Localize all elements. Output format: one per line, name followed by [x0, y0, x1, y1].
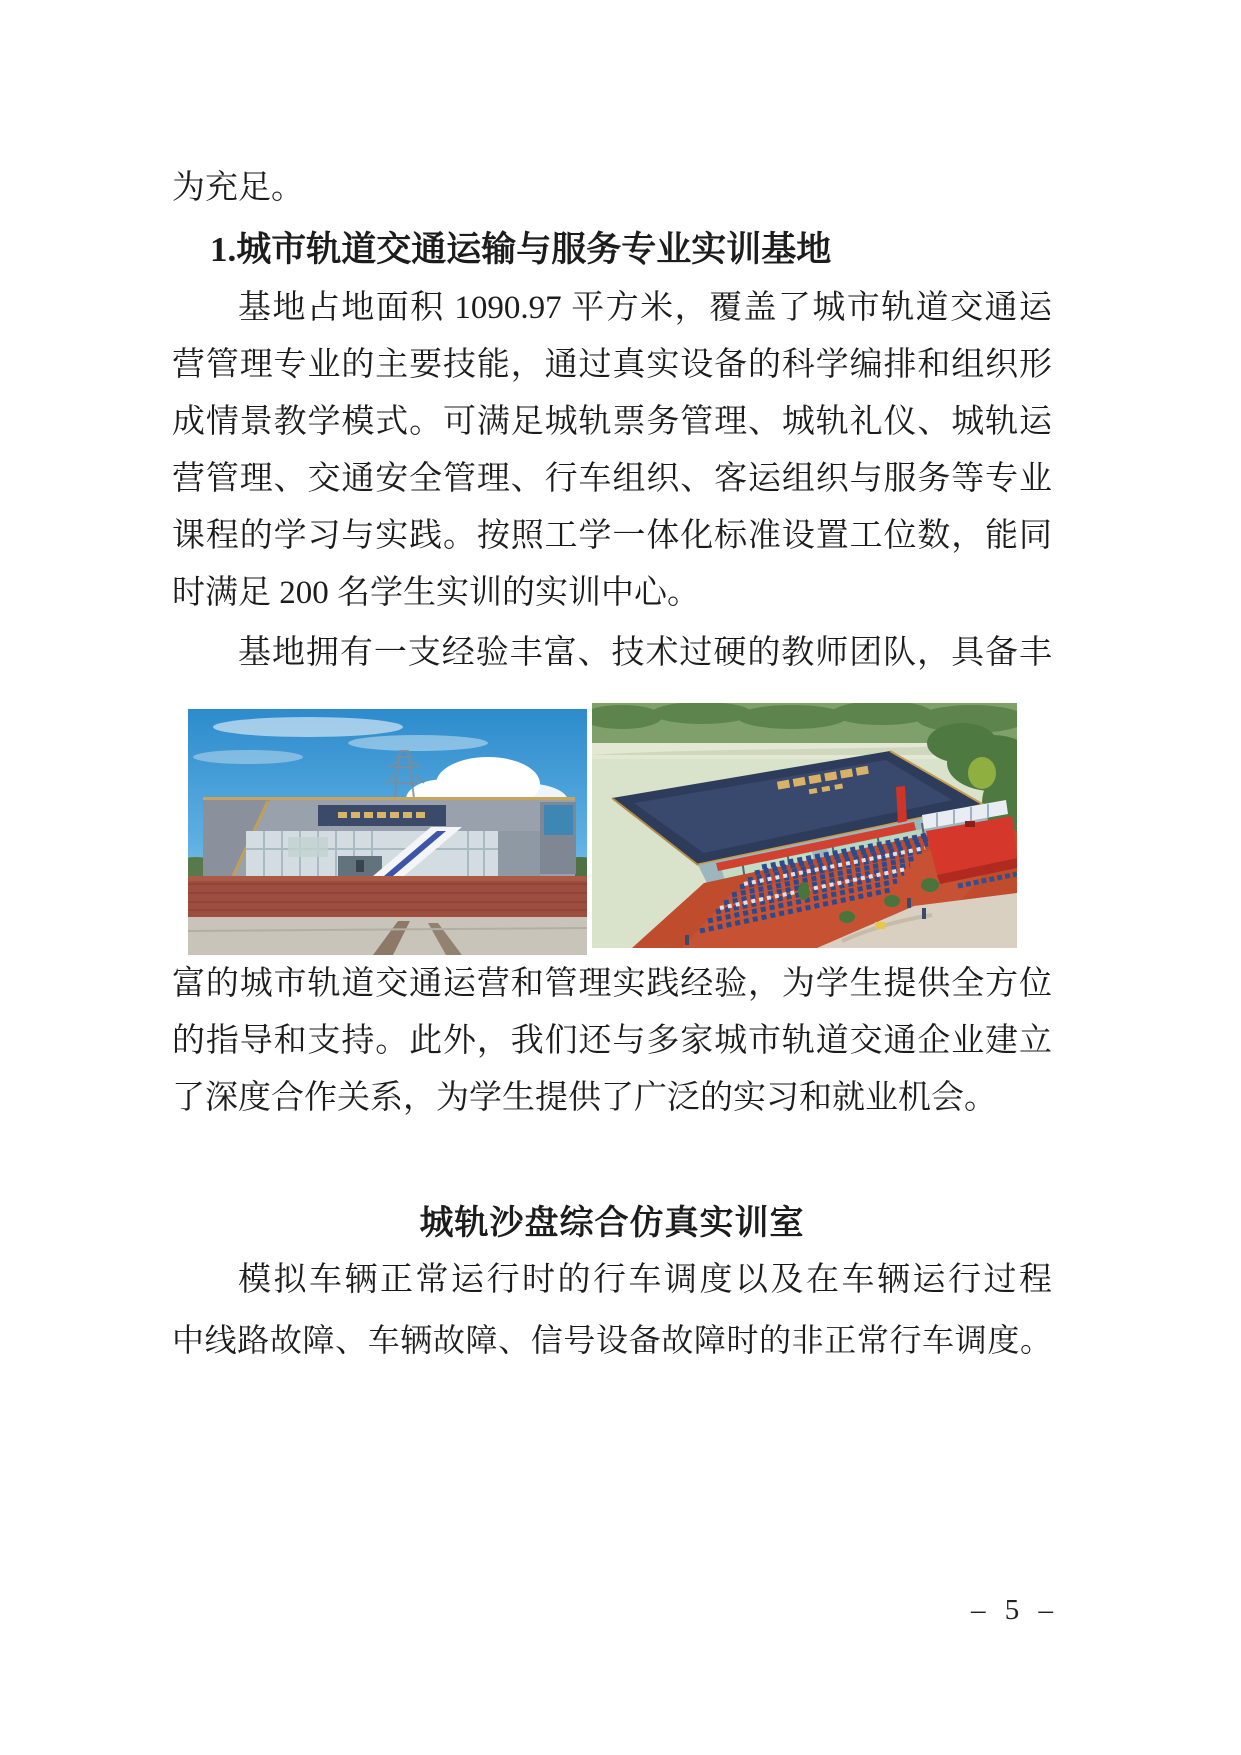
section2-heading: 城轨沙盘综合仿真实训室: [419, 1204, 805, 1242]
para1-line: 成情景教学模式。可满足城轨票务管理、城轨礼仪、城轨运: [172, 404, 1052, 440]
ceremony-aerial-illustration: [592, 703, 1017, 948]
building: [203, 797, 576, 876]
para2-line: 富的城市轨道交通运营和管理实践经验，为学生提供全方位: [172, 966, 1052, 1002]
para3-line: 模拟车辆正常运行时的行车调度以及在车辆运行过程: [238, 1262, 1052, 1298]
intro-line: 为充足。: [172, 170, 304, 206]
para2-line: 了深度合作关系，为学生提供了广泛的实习和就业机会。: [172, 1080, 997, 1116]
photo-training-base-building: [188, 709, 587, 955]
section1-heading: 1.城市轨道交通运输与服务专业实训基地: [210, 230, 832, 269]
photo-ceremony-aerial: [592, 703, 1017, 948]
page-number: – 5 –: [971, 1594, 1059, 1626]
building-exterior-illustration: [188, 709, 587, 955]
para3-line: 中线路故障、车辆故障、信号设备故障时的非正常行车调度。: [172, 1322, 1052, 1358]
para1-line: 课程的学习与实践。按照工学一体化标准设置工位数，能同: [172, 518, 1052, 554]
para1-line: 时满足 200 名学生实训的实训中心。: [172, 575, 700, 611]
para2-line: 的指导和支持。此外，我们还与多家城市轨道交通企业建立: [172, 1023, 1052, 1059]
para1-line: 营管理专业的主要技能，通过真实设备的科学编排和组织形: [172, 347, 1052, 383]
para2-line: 基地拥有一支经验丰富、技术过硬的教师团队，具备丰: [238, 635, 1052, 671]
para1-line: 基地占地面积 1090.97 平方米，覆盖了城市轨道交通运: [238, 290, 1052, 326]
para1-line: 营管理、交通安全管理、行车组织、客运组织与服务等专业: [172, 461, 1052, 497]
